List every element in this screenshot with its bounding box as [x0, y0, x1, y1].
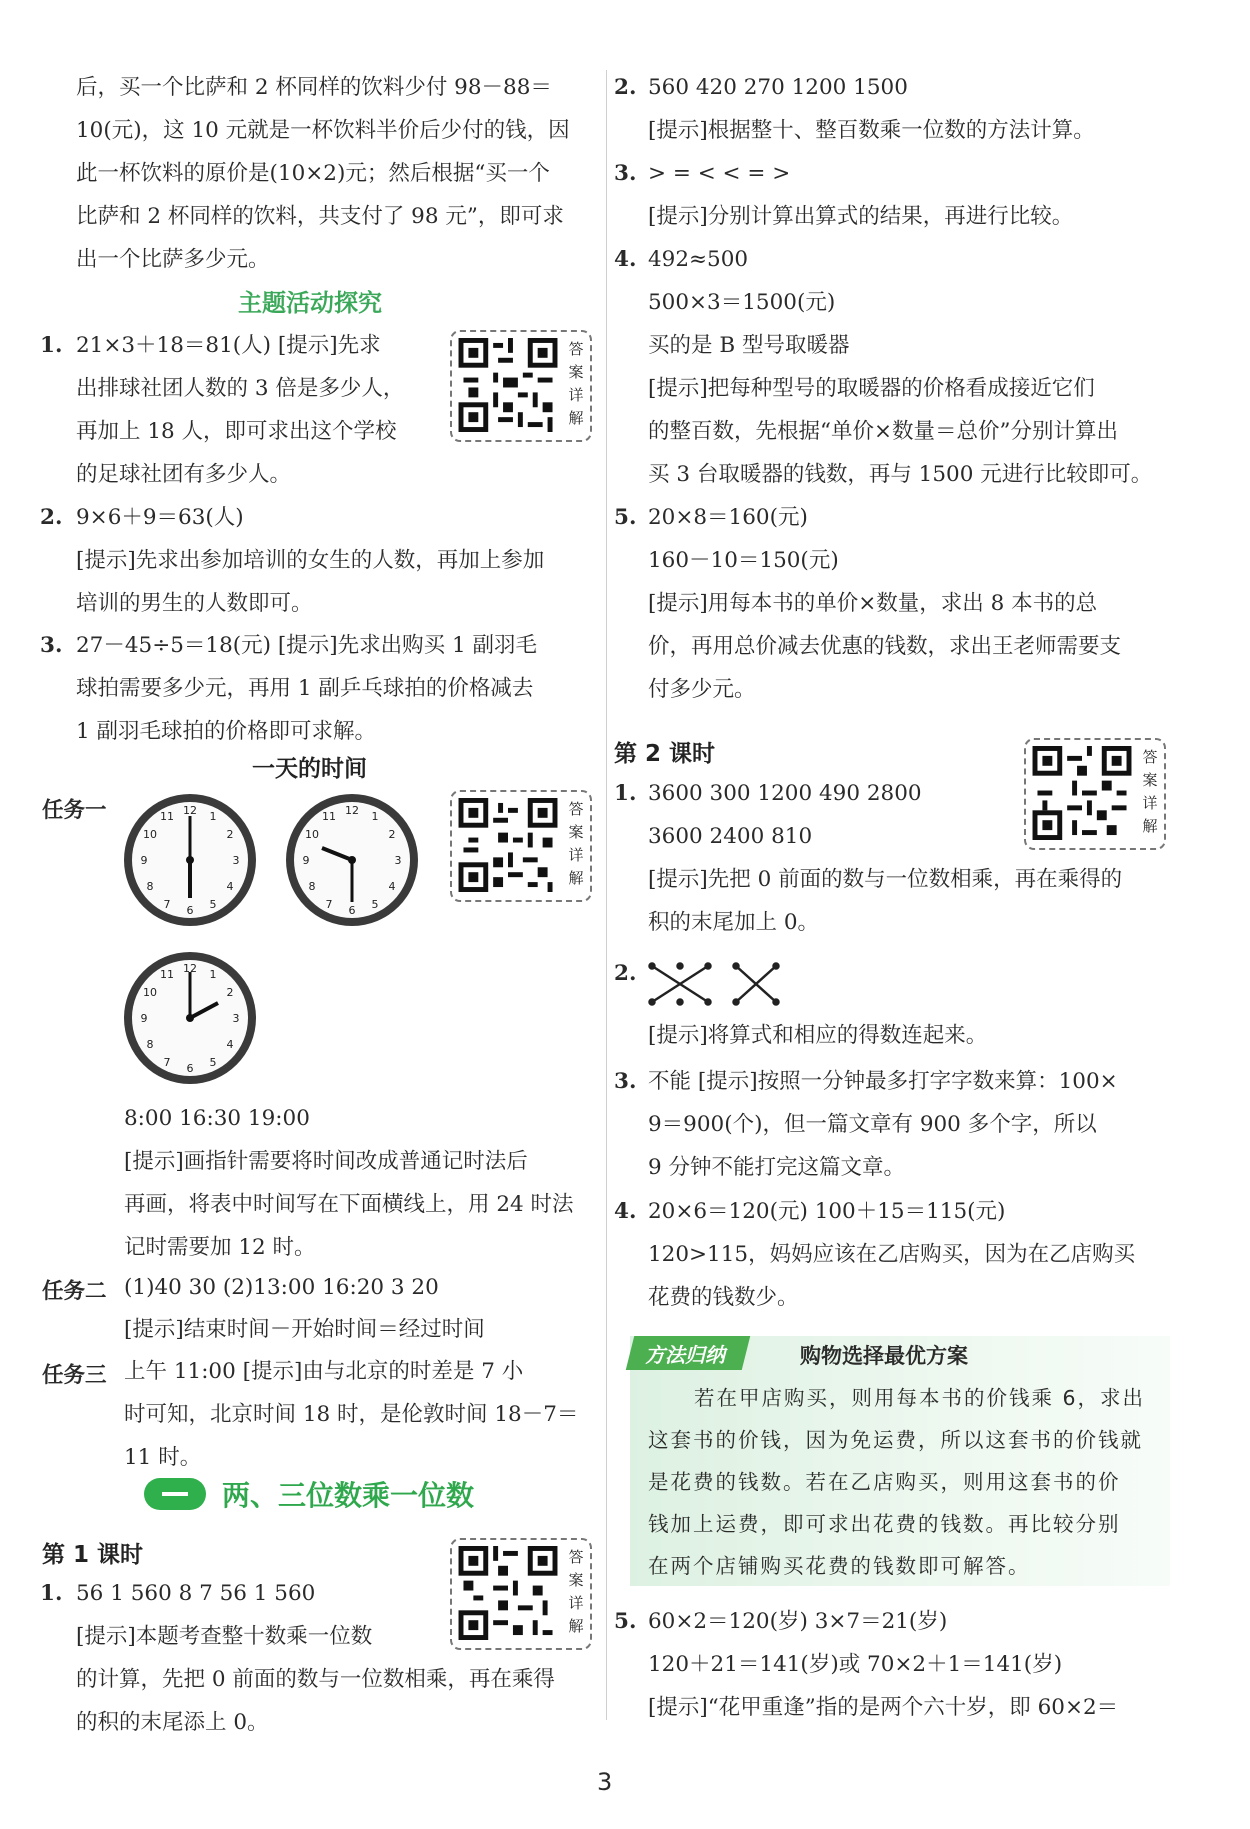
clock-face-icon	[120, 790, 260, 930]
hint-line: 的整百数，先根据“单价×数量＝总价”分别计算出	[648, 419, 1118, 444]
answer-line: 3600 300 1200 490 2800	[648, 781, 922, 806]
task1-times: 8:00 16:30 19:00	[124, 1106, 310, 1131]
answer-line: 56 1 560 8 7 56 1 560	[76, 1581, 316, 1606]
task-label: 任务二	[42, 1279, 107, 1304]
qr-label: 答案详解	[568, 1548, 584, 1635]
svg-text:10: 10	[305, 828, 319, 841]
answer-line: 560 420 270 1200 1500	[648, 75, 908, 100]
qr-code[interactable]	[1024, 738, 1166, 850]
item-number: 2.	[40, 505, 63, 530]
task-label: 任务一	[42, 798, 107, 823]
qr-label: 答案详解	[1142, 748, 1158, 835]
hint-line: [提示]根据整十、整百数乘一位数的方法计算。	[648, 118, 1095, 143]
hint-line: 时可知，北京时间 18 时，是伦敦时间 18－7＝	[124, 1402, 579, 1427]
qr-code-icon	[458, 798, 558, 892]
svg-text:2: 2	[388, 828, 396, 841]
svg-text:7: 7	[163, 898, 171, 911]
svg-text:9: 9	[140, 854, 148, 867]
qr-code-icon	[458, 1546, 558, 1640]
hint-line: 价，再用总价减去优惠的钱数，求出王老师需要支	[648, 634, 1122, 659]
item-number: 4.	[614, 1199, 637, 1224]
method-line: 这套书的价钱，因为免运费，所以这套书的价钱就	[648, 1428, 1143, 1452]
answer-line: 的足球社团有多少人。	[76, 462, 292, 487]
svg-text:8: 8	[308, 880, 316, 893]
unit-banner-icon	[144, 1478, 206, 1510]
svg-text:1: 1	[371, 810, 379, 823]
answer-line: 120＋21＝141(岁)或 70×2＋1＝141(岁)	[648, 1652, 1063, 1677]
hint-line: 再画，将表中时间写在下面横线上，用 24 时法	[124, 1192, 574, 1217]
hint-line: 球拍需要多少元，再用 1 副乒乓球拍的价格减去	[76, 676, 534, 701]
svg-text:7: 7	[325, 898, 333, 911]
svg-text:12: 12	[345, 804, 359, 817]
answer-line: 20×8＝160(元)	[648, 505, 808, 530]
section-title: 主题活动探究	[238, 289, 382, 317]
intro-line: 此一杯饮料的原价是(10×2)元；然后根据“买一个	[76, 161, 550, 186]
hint-line: [提示]先求出参加培训的女生的人数，再加上参加	[76, 548, 545, 573]
svg-text:2: 2	[226, 986, 234, 999]
answer-line: 上午 11:00 [提示]由与北京的时差是 7 小	[124, 1359, 524, 1384]
hint-line: [提示]分别计算出算式的结果，再进行比较。	[648, 204, 1074, 229]
method-line: 若在甲店购买，则用每本书的价钱乘 6，求出	[694, 1386, 1146, 1410]
hint-line: [提示]结束时间－开始时间＝经过时间	[124, 1317, 485, 1342]
answer-line: 27－45÷5＝18(元) [提示]先求出购买 1 副羽毛	[76, 633, 538, 658]
svg-text:9: 9	[302, 854, 310, 867]
matching-lines-icon	[646, 960, 786, 1008]
answer-line: 出排球社团人数的 3 倍是多少人，	[76, 376, 405, 401]
qr-label: 答案详解	[568, 800, 584, 887]
hint-line: 9＝900(个)，但一篇文章有 900 多个字，所以	[648, 1112, 1097, 1137]
lesson-title: 第 1 课时	[42, 1542, 144, 1568]
intro-line: 比萨和 2 杯同样的饮料，共支付了 98 元”，即可求	[76, 204, 564, 229]
clock-face-icon	[120, 948, 260, 1088]
answer-line: > = < < = >	[648, 161, 791, 186]
qr-code-icon	[1032, 746, 1132, 840]
qr-code[interactable]	[450, 330, 592, 442]
answer-line: 120>115，妈妈应该在乙店购买，因为在乙店购买	[648, 1242, 1136, 1267]
hint-line: 培训的男生的人数即可。	[76, 591, 313, 616]
hint-line: 买 3 台取暖器的钱数，再与 1500 元进行比较即可。	[648, 462, 1153, 487]
intro-line: 后，买一个比萨和 2 杯同样的饮料少付 98－88＝	[76, 75, 552, 100]
answer-line: 60×2＝120(岁) 3×7＝21(岁)	[648, 1609, 948, 1634]
answer-line: 160－10＝150(元)	[648, 548, 839, 573]
qr-code-icon	[458, 338, 558, 432]
svg-text:4: 4	[388, 880, 396, 893]
svg-text:12: 12	[183, 804, 197, 817]
method-title: 购物选择最优方案	[800, 1344, 968, 1368]
svg-text:1: 1	[209, 810, 217, 823]
qr-code[interactable]	[450, 1538, 592, 1650]
svg-text:12: 12	[183, 962, 197, 975]
svg-text:7: 7	[163, 1056, 171, 1069]
qr-label: 答案详解	[568, 340, 584, 427]
hint-line: 付多少元。	[648, 677, 756, 702]
answer-line: 9×6＋9＝63(人)	[76, 505, 244, 530]
qr-code[interactable]	[450, 790, 592, 902]
hint-line: [提示]将算式和相应的得数连起来。	[648, 1023, 988, 1048]
svg-text:6: 6	[186, 904, 194, 917]
svg-text:4: 4	[226, 880, 234, 893]
answer-line: 21×3＋18＝81(人) [提示]先求	[76, 333, 381, 358]
svg-text:3: 3	[232, 1012, 240, 1025]
method-tag-label: 方法归纳	[645, 1343, 725, 1367]
svg-text:3: 3	[232, 854, 240, 867]
svg-text:10: 10	[143, 828, 157, 841]
svg-text:1: 1	[209, 968, 217, 981]
intro-line: 10(元)，这 10 元就是一杯饮料半价后少付的钱，因	[76, 118, 570, 143]
item-number: 3.	[614, 161, 637, 186]
item-number: 5.	[614, 1609, 637, 1634]
svg-text:5: 5	[209, 1056, 217, 1069]
svg-text:11: 11	[160, 968, 174, 981]
column-divider	[606, 70, 607, 1720]
svg-text:4: 4	[226, 1038, 234, 1051]
lesson-title: 第 2 课时	[614, 741, 716, 767]
answer-line: 买的是 B 型号取暖器	[648, 333, 850, 358]
hint-line: 的计算，先把 0 前面的数与一位数相乘，再在乘得	[76, 1667, 555, 1692]
hint-line: [提示]“花甲重逢”指的是两个六十岁，即 60×2＝	[648, 1695, 1119, 1720]
svg-text:5: 5	[371, 898, 379, 911]
svg-text:6: 6	[186, 1062, 194, 1075]
method-line: 在两个店铺购买花费的钱数即可解答。	[648, 1554, 1031, 1578]
hint-line: 积的末尾加上 0。	[648, 910, 820, 935]
answer-line: 花费的钱数少。	[648, 1285, 799, 1310]
answer-line: 不能 [提示]按照一分钟最多打字字数来算：100×	[648, 1069, 1118, 1094]
svg-text:9: 9	[140, 1012, 148, 1025]
hint-line: 的积的末尾添上 0。	[76, 1710, 269, 1735]
hint-line: [提示]画指针需要将时间改成普通记时法后	[124, 1149, 528, 1174]
hint-line: [提示]把每种型号的取暖器的价格看成接近它们	[648, 376, 1095, 401]
unit-title: 两、三位数乘一位数	[222, 1479, 475, 1512]
svg-text:8: 8	[146, 1038, 154, 1051]
intro-line: 出一个比萨多少元。	[76, 247, 270, 272]
answer-line: 500×3＝1500(元)	[648, 290, 836, 315]
item-number: 1.	[40, 333, 63, 358]
svg-text:6: 6	[348, 904, 356, 917]
answer-line: 492≈500	[648, 247, 749, 272]
hint-line: [提示]用每本书的单价×数量，求出 8 本书的总	[648, 591, 1098, 616]
hint-line: 1 副羽毛球拍的价格即可求解。	[76, 719, 377, 744]
item-number: 3.	[614, 1069, 637, 1094]
clock-face-icon	[282, 790, 422, 930]
item-number: 4.	[614, 247, 637, 272]
task-label: 任务三	[42, 1363, 107, 1388]
item-number: 5.	[614, 505, 637, 530]
item-number: 3.	[40, 633, 63, 658]
svg-text:10: 10	[143, 986, 157, 999]
answer-line: 再加上 18 人，即可求出这个学校	[76, 419, 397, 444]
hint-line: 9 分钟不能打完这篇文章。	[648, 1155, 906, 1180]
svg-text:11: 11	[322, 810, 336, 823]
hint-line: 记时需要加 12 时。	[124, 1235, 316, 1260]
answer-line: 3600 2400 810	[648, 824, 813, 849]
hint-line: [提示]先把 0 前面的数与一位数相乘，再在乘得的	[648, 867, 1123, 892]
method-line: 是花费的钱数。若在乙店购买，则用这套书的价	[648, 1470, 1121, 1494]
item-number: 1.	[614, 781, 637, 806]
hint-line: 11 时。	[124, 1445, 202, 1470]
item-number: 2.	[614, 75, 637, 100]
svg-text:8: 8	[146, 880, 154, 893]
svg-text:3: 3	[394, 854, 402, 867]
item-number: 2.	[614, 961, 637, 986]
answer-line: 20×6＝120(元) 100＋15＝115(元)	[648, 1199, 1006, 1224]
method-line: 钱加上运费，即可求出花费的钱数。再比较分别	[648, 1512, 1121, 1536]
section-title: 一天的时间	[252, 756, 367, 782]
item-number: 1.	[40, 1581, 63, 1606]
svg-text:11: 11	[160, 810, 174, 823]
hint-line: [提示]本题考查整十数乘一位数	[76, 1624, 373, 1649]
page-number: 3	[597, 1768, 613, 1796]
svg-text:5: 5	[209, 898, 217, 911]
answer-line: (1)40 30 (2)13:00 16:20 3 20	[124, 1275, 439, 1300]
svg-text:2: 2	[226, 828, 234, 841]
